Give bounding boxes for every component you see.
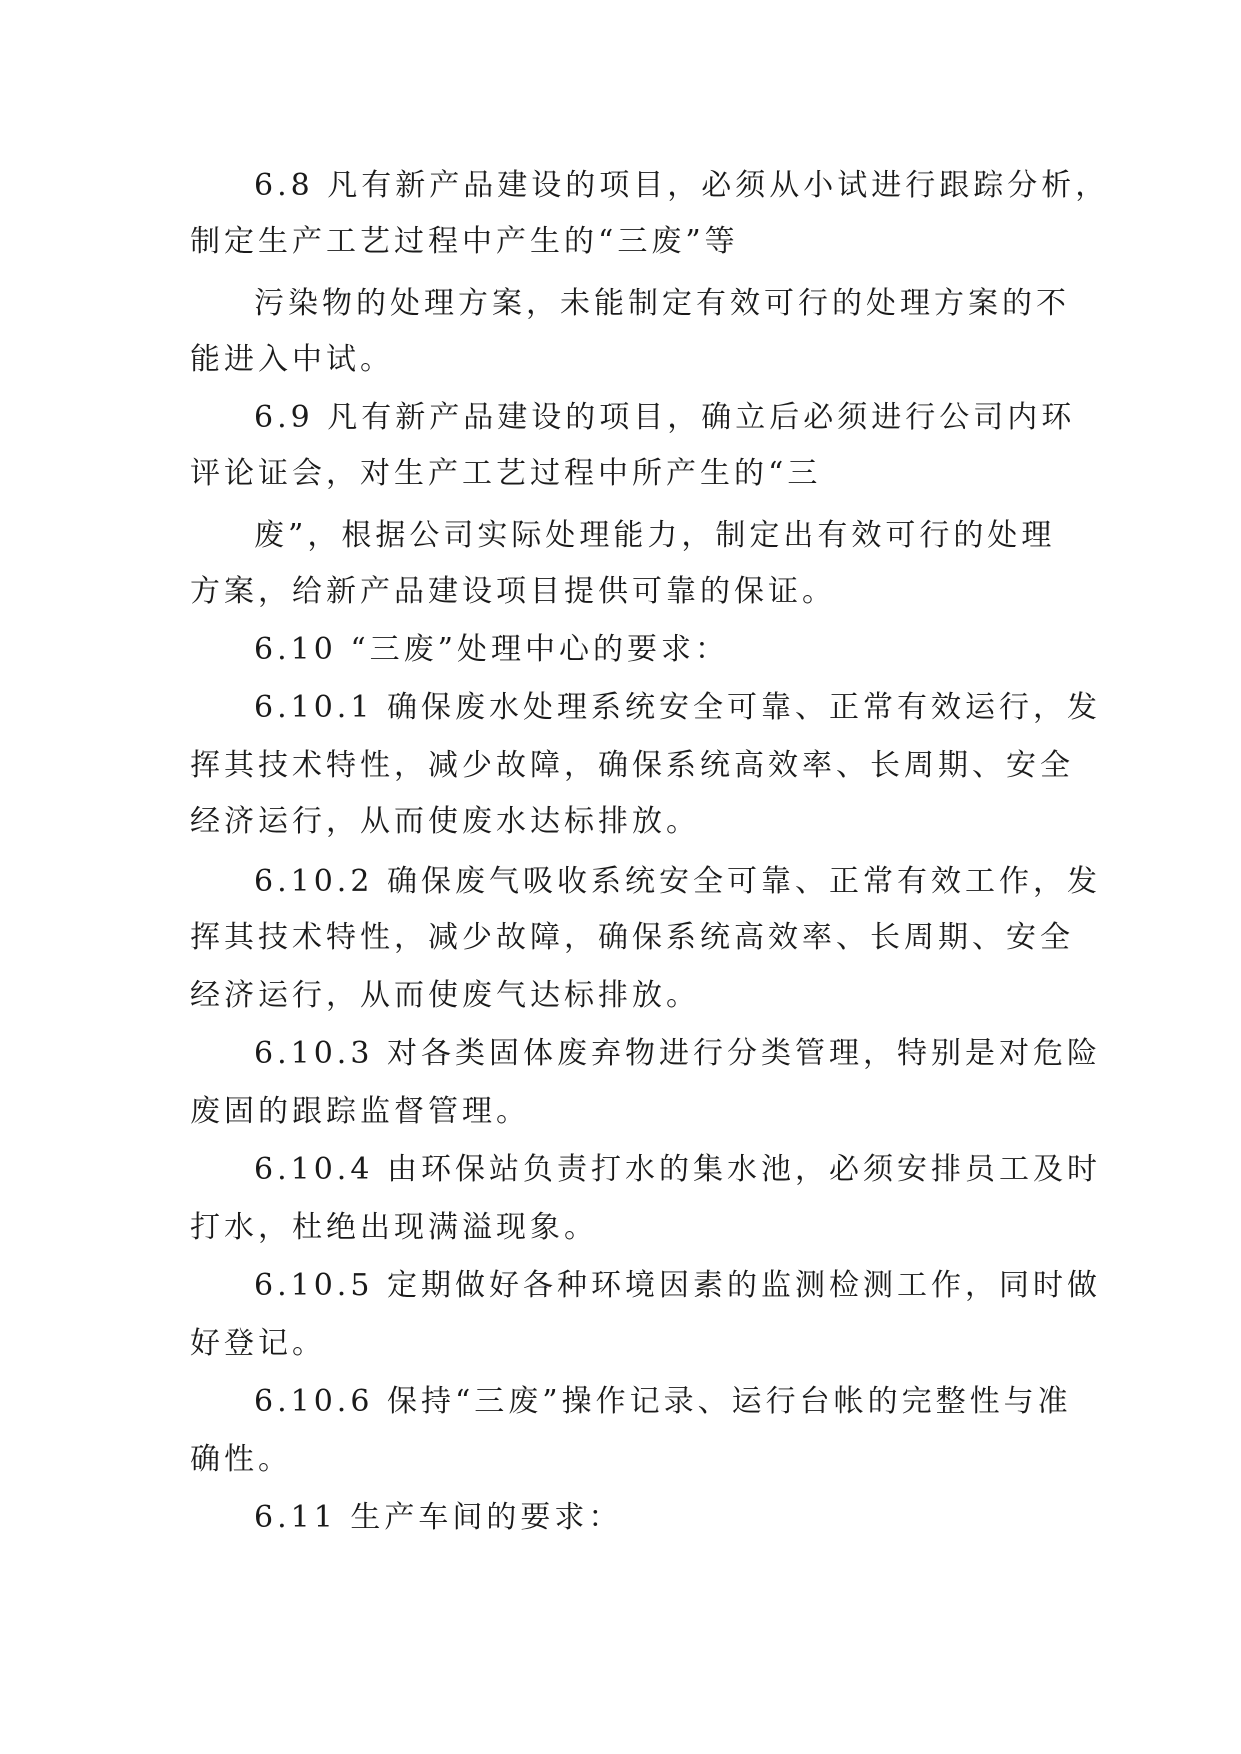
text-line-6-10-2-b: 挥其技术特性，减少故障，确保系统高效率、长周期、安全 bbox=[190, 920, 1074, 955]
text-line-6-10-1-c: 经济运行，从而使废水达标排放。 bbox=[190, 804, 700, 839]
text-line-6-10-5-a: 6.10.5 定期做好各种环境因素的监测检测工作，同时做 bbox=[254, 1268, 1101, 1303]
text-line-6-8-c: 污染物的处理方案，未能制定有效可行的处理方案的不 bbox=[254, 286, 1070, 321]
text-line-6-9-b: 评论证会，对生产工艺过程中所产生的“三 bbox=[190, 456, 822, 491]
text-line-6-10-3-a: 6.10.3 对各类固体废弃物进行分类管理，特别是对危险 bbox=[254, 1036, 1101, 1071]
text-line-6-9-a: 6.9 凡有新产品建设的项目，确立后必须进行公司内环 bbox=[254, 400, 1076, 435]
text-line-6-10-1-b: 挥其技术特性，减少故障，确保系统高效率、长周期、安全 bbox=[190, 748, 1074, 783]
text-line-6-10-1-a: 6.10.1 确保废水处理系统安全可靠、正常有效运行，发 bbox=[254, 690, 1101, 725]
text-line-6-10: 6.10 “三废”处理中心的要求： bbox=[254, 632, 730, 667]
text-line-6-10-6-a: 6.10.6 保持“三废”操作记录、运行台帐的完整性与准 bbox=[254, 1384, 1072, 1419]
text-line-6-8-b: 制定生产工艺过程中产生的“三废”等 bbox=[190, 224, 739, 259]
text-line-6-10-2-a: 6.10.2 确保废气吸收系统安全可靠、正常有效工作，发 bbox=[254, 864, 1101, 899]
text-line-6-10-4-a: 6.10.4 由环保站负责打水的集水池，必须安排员工及时 bbox=[254, 1152, 1101, 1187]
text-line-6-8-a: 6.8 凡有新产品建设的项目，必须从小试进行跟踪分析， bbox=[254, 168, 1110, 203]
text-line-6-10-5-b: 好登记。 bbox=[190, 1326, 326, 1361]
text-line-6-10-6-b: 确性。 bbox=[190, 1442, 292, 1477]
text-line-6-11: 6.11 生产车间的要求： bbox=[254, 1500, 623, 1535]
text-line-6-10-3-b: 废固的跟踪监督管理。 bbox=[190, 1094, 530, 1129]
text-line-6-9-d: 方案，给新产品建设项目提供可靠的保证。 bbox=[190, 574, 836, 609]
text-line-6-9-c: 废”，根据公司实际处理能力，制定出有效可行的处理 bbox=[254, 518, 1056, 553]
text-line-6-10-2-c: 经济运行，从而使废气达标排放。 bbox=[190, 978, 700, 1013]
text-line-6-8-d: 能进入中试。 bbox=[190, 342, 394, 377]
text-line-6-10-4-b: 打水，杜绝出现满溢现象。 bbox=[190, 1210, 598, 1245]
